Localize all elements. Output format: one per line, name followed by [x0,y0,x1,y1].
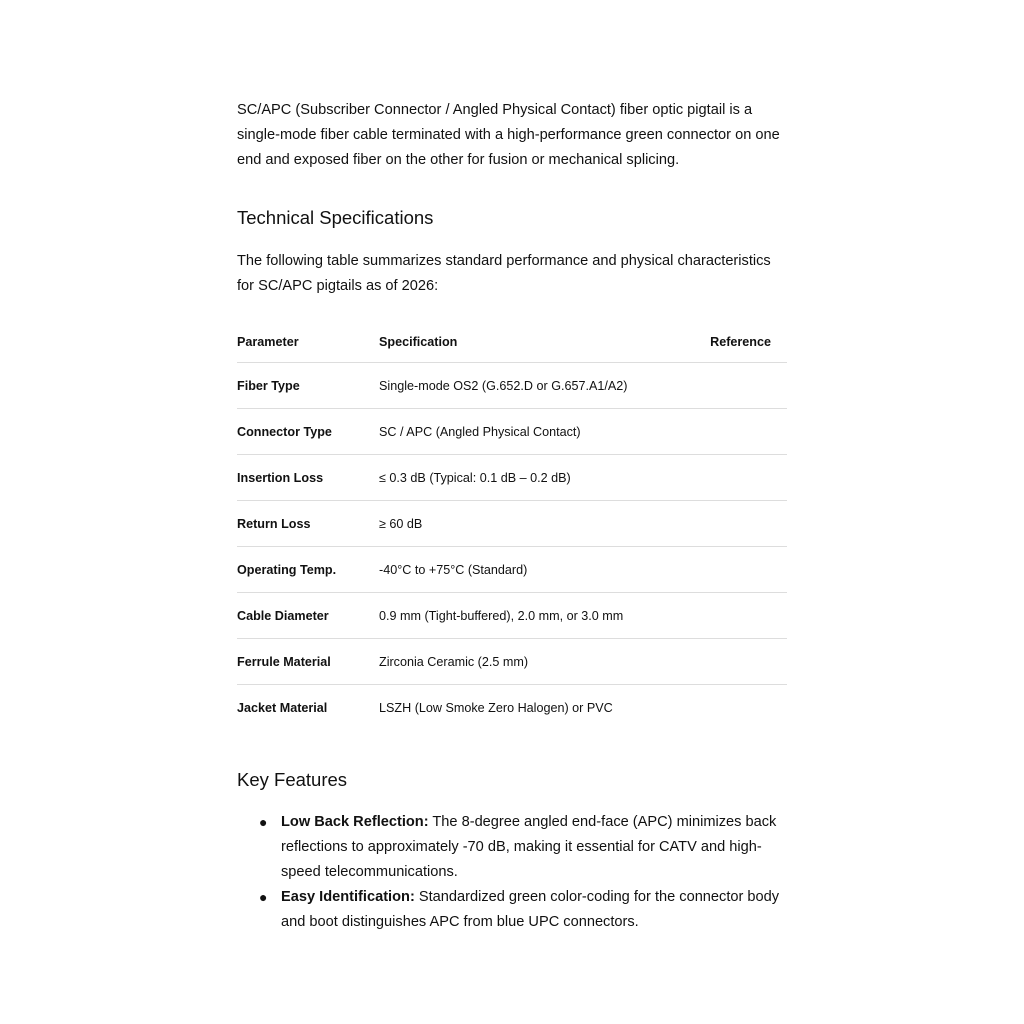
row-parameter: Jacket Material [237,700,328,715]
feature-title: Low Back Reflection: [281,814,429,830]
row-specification: 0.9 mm (Tight-buffered), 2.0 mm, or 3.0 mm [379,593,691,639]
specs-table [237,322,787,730]
row-specification: SC / APC (Angled Physical Contact) [379,409,691,455]
row-specification: -40°C to +75°C (Standard) [379,547,691,593]
row-reference [691,547,787,593]
row-parameter: Ferrule Material [237,639,379,685]
row-specification: Single-mode OS2 (G.652.D or G.657.A1/A2) [379,363,691,409]
table-row [237,639,787,685]
column-header-reference: Reference [691,322,787,363]
row-reference [691,501,787,547]
row-reference [691,685,787,731]
features-list [237,810,787,935]
features-heading: Key Features [237,769,348,790]
row-specification: LSZH (Low Smoke Zero Halogen) or PVC [379,700,613,715]
table-row [237,501,787,547]
row-reference [691,639,787,685]
specs-description: The following table summarizes standard performance and physical characteristics for SC/APC pigtails as of 2026: [237,253,771,294]
table-header-row [237,322,787,363]
row-reference [691,363,787,409]
row-parameter: Cable Diameter [237,593,379,639]
column-header-parameter: Parameter [237,322,379,363]
feature-text: Standardized green color-coding for the connector body and boot distinguishes APC from blue UPC connectors. [281,889,780,930]
table-row [237,455,787,501]
row-parameter: Insertion Loss [237,455,379,501]
column-header-specification: Specification [379,322,691,363]
row-specification: ≤ 0.3 dB (Typical: 0.1 dB – 0.2 dB) [379,455,691,501]
table-row [237,409,787,455]
row-specification: ≥ 60 dB [379,501,691,547]
row-reference [691,593,787,639]
specs-heading: Technical Specifications [237,207,434,228]
row-reference [691,455,787,501]
article-content [237,98,787,935]
table-row [237,685,787,731]
row-parameter: Operating Temp. [237,547,379,593]
row-specification: Zirconia Ceramic (2.5 mm) [379,639,691,685]
list-item [259,885,787,935]
list-item [259,810,787,885]
bullet-icon: ● [259,889,268,905]
bullet-icon: ● [259,814,268,830]
row-parameter: Connector Type [237,409,379,455]
table-row [237,363,787,409]
intro-paragraph: SC/APC (Subscriber Connector / Angled Physical Contact) fiber optic pigtail is a single-mode fiber cable terminated with a high-performance green connector on one end and exposed fiber on the other for fusion or mechanical splicing. [237,102,780,168]
feature-text: The 8-degree angled end-face (APC) minimizes back reflections to approximately -70 dB, making it essential for CATV and high-speed telecommunications. [281,814,777,880]
row-parameter: Fiber Type [237,363,379,409]
table-row [237,593,787,639]
row-reference [691,409,787,455]
feature-title: Easy Identification: [281,889,415,905]
row-parameter: Return Loss [237,501,379,547]
table-row [237,547,787,593]
